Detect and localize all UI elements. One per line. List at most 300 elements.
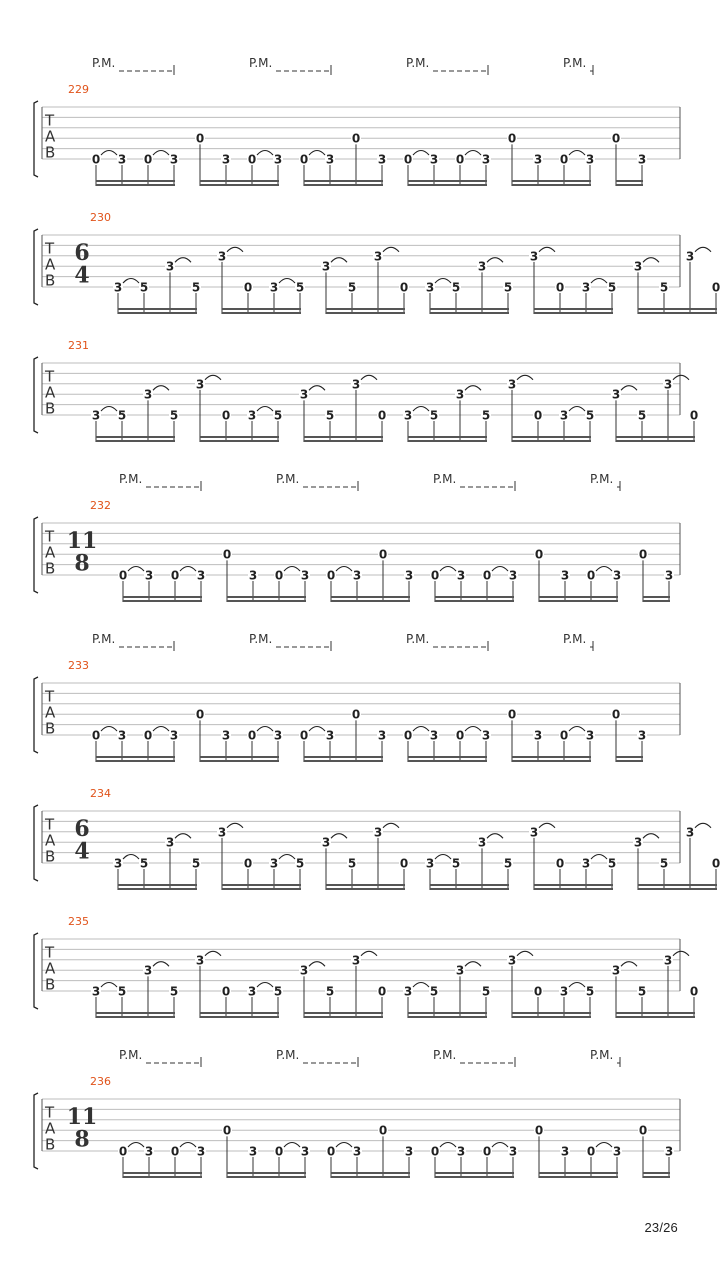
fret-number: 0 [559, 728, 569, 743]
tie-arc [465, 727, 481, 732]
tab-clef-letter: B [45, 399, 56, 418]
fret-number: 3 [321, 835, 331, 850]
tie-arc [596, 1143, 612, 1148]
tab-clef-letter: A [45, 127, 56, 146]
fret-number: 3 [91, 408, 101, 423]
tie-arc [361, 375, 377, 380]
tie-arc [487, 834, 503, 839]
note-beam [227, 1176, 306, 1178]
fret-number: 3 [300, 568, 310, 583]
note-beam [96, 436, 175, 438]
tie-arc [331, 834, 347, 839]
fret-number: 3 [456, 568, 466, 583]
tab-clef-letter: B [45, 143, 56, 162]
tab-clef-letter: A [45, 1119, 56, 1138]
fret-number: 3 [377, 152, 387, 167]
measure-number: 235 [68, 915, 89, 928]
fret-number: 0 [455, 152, 465, 167]
fret-number: 0 [170, 1144, 180, 1159]
note-beam [118, 888, 197, 890]
fret-number: 5 [585, 408, 595, 423]
tie-arc [539, 823, 555, 828]
fret-number: 3 [217, 825, 227, 840]
fret-number: 0 [555, 856, 565, 871]
fret-number: 3 [91, 984, 101, 999]
tab-clef-letter: B [45, 719, 56, 738]
tie-arc [331, 258, 347, 263]
note-beam [326, 308, 405, 310]
tie-arc [101, 983, 117, 988]
fret-number: 3 [663, 953, 673, 968]
system-bracket [34, 517, 38, 593]
fret-number: 3 [248, 1144, 258, 1159]
fret-number: 3 [351, 953, 361, 968]
tie-arc [413, 151, 429, 156]
tie-arc [227, 823, 243, 828]
note-beam [200, 440, 279, 442]
fret-number: 5 [191, 280, 201, 295]
note-beam [643, 1176, 670, 1178]
fret-number: 0 [482, 568, 492, 583]
fret-number: 3 [325, 728, 335, 743]
fret-number: 0 [274, 1144, 284, 1159]
fret-number: 3 [533, 152, 543, 167]
tie-arc [153, 727, 169, 732]
note-beam [534, 888, 613, 890]
tie-arc [569, 407, 585, 412]
fret-number: 0 [195, 707, 205, 722]
fret-number: 3 [373, 249, 383, 264]
palm-mute-label: P.M. [119, 472, 143, 486]
fret-number: 0 [143, 728, 153, 743]
fret-number: 5 [325, 984, 335, 999]
palm-mute-label: P.M. [590, 472, 614, 486]
fret-number: 3 [508, 1144, 518, 1159]
fret-number: 0 [243, 856, 253, 871]
tab-clef-letter: B [45, 559, 56, 578]
note-beam [430, 312, 509, 314]
tie-arc [517, 375, 533, 380]
fret-number: 0 [711, 856, 720, 871]
fret-number: 3 [529, 825, 539, 840]
note-beam [222, 888, 301, 890]
fret-number: 0 [689, 984, 699, 999]
note-beam [616, 756, 643, 758]
measure-number: 233 [68, 659, 89, 672]
tab-clef-letter: A [45, 703, 56, 722]
tab-clef-letter: T [45, 527, 55, 546]
fret-number: 0 [170, 568, 180, 583]
tie-arc [492, 1143, 508, 1148]
note-beam [616, 180, 643, 182]
tab-clef-letter: B [45, 1135, 56, 1154]
tie-arc [123, 279, 139, 284]
fret-number: 5 [481, 408, 491, 423]
note-beam [512, 1012, 591, 1014]
tab-clef-letter: B [45, 847, 56, 866]
note-beam [118, 312, 197, 314]
fret-number: 3 [612, 568, 622, 583]
fret-number: 0 [638, 547, 648, 562]
fret-number: 3 [373, 825, 383, 840]
fret-number: 5 [347, 280, 357, 295]
time-signature-top: 11 [66, 527, 98, 554]
note-beam [539, 1172, 618, 1174]
fret-number: 0 [559, 152, 569, 167]
measure-number: 230 [90, 211, 111, 224]
fret-number: 3 [143, 387, 153, 402]
system-bracket [34, 805, 38, 881]
tie-arc [465, 386, 481, 391]
fret-number: 3 [273, 152, 283, 167]
note-beam [512, 436, 591, 438]
fret-number: 3 [581, 280, 591, 295]
tab-clef-letter: A [45, 831, 56, 850]
note-beam [638, 308, 717, 310]
tie-arc [539, 247, 555, 252]
tab-clef-letter: T [45, 111, 55, 130]
note-beam [118, 308, 197, 310]
fret-number: 3 [477, 835, 487, 850]
time-signature-top: 11 [66, 1103, 98, 1130]
fret-number: 5 [429, 408, 439, 423]
tie-arc [175, 258, 191, 263]
fret-number: 5 [295, 856, 305, 871]
tie-arc [643, 258, 659, 263]
fret-number: 3 [560, 568, 570, 583]
fret-number: 3 [664, 568, 674, 583]
fret-number: 5 [481, 984, 491, 999]
tab-clef-letter: B [45, 975, 56, 994]
palm-mute-label: P.M. [406, 56, 430, 70]
system-bracket [34, 933, 38, 1009]
fret-number: 3 [425, 280, 435, 295]
fret-number: 5 [273, 984, 283, 999]
fret-number: 5 [169, 408, 179, 423]
note-beam [408, 180, 487, 182]
fret-number: 0 [586, 1144, 596, 1159]
fret-number: 3 [403, 984, 413, 999]
tie-arc [175, 834, 191, 839]
fret-number: 3 [404, 1144, 414, 1159]
tie-arc [383, 247, 399, 252]
fret-number: 3 [221, 152, 231, 167]
tie-arc [153, 151, 169, 156]
system-bracket [34, 357, 38, 433]
fret-number: 0 [507, 131, 517, 146]
fret-number: 0 [586, 568, 596, 583]
tie-arc [383, 823, 399, 828]
tab-clef-letter: A [45, 383, 56, 402]
fret-number: 0 [689, 408, 699, 423]
palm-mute-label: P.M. [276, 1048, 300, 1062]
fret-number: 3 [533, 728, 543, 743]
tie-arc [591, 279, 607, 284]
fret-number: 0 [222, 547, 232, 562]
note-beam [408, 1012, 487, 1014]
fret-number: 5 [503, 856, 513, 871]
tie-arc [621, 386, 637, 391]
note-beam [123, 596, 202, 598]
tie-arc [257, 983, 273, 988]
note-beam [616, 760, 643, 762]
fret-number: 0 [221, 408, 231, 423]
fret-number: 0 [403, 728, 413, 743]
note-beam [616, 436, 695, 438]
fret-number: 5 [169, 984, 179, 999]
fret-number: 5 [117, 408, 127, 423]
tie-arc [257, 407, 273, 412]
note-beam [123, 600, 202, 602]
note-beam [539, 600, 618, 602]
fret-number: 0 [430, 568, 440, 583]
note-beam [222, 312, 301, 314]
fret-number: 0 [534, 547, 544, 562]
tie-arc [128, 1143, 144, 1148]
note-beam [96, 440, 175, 442]
tie-arc [695, 247, 711, 252]
fret-number: 3 [217, 249, 227, 264]
tie-arc [361, 951, 377, 956]
fret-number: 3 [144, 1144, 154, 1159]
fret-number: 0 [195, 131, 205, 146]
fret-number: 0 [399, 856, 409, 871]
fret-number: 3 [685, 825, 695, 840]
tie-arc [227, 247, 243, 252]
fret-number: 3 [455, 387, 465, 402]
fret-number: 5 [139, 280, 149, 295]
tie-arc [123, 855, 139, 860]
fret-number: 5 [429, 984, 439, 999]
tab-clef-letter: T [45, 1103, 55, 1122]
measure-number: 229 [68, 83, 89, 96]
note-beam [200, 760, 279, 762]
note-beam [534, 312, 613, 314]
fret-number: 5 [191, 856, 201, 871]
note-beam [304, 756, 383, 758]
time-signature-top: 6 [74, 815, 90, 842]
fret-number: 3 [300, 1144, 310, 1159]
note-beam [408, 760, 487, 762]
fret-number: 0 [555, 280, 565, 295]
note-beam [331, 600, 410, 602]
fret-number: 3 [143, 963, 153, 978]
tab-clef-letter: A [45, 255, 56, 274]
fret-number: 0 [377, 408, 387, 423]
fret-number: 3 [663, 377, 673, 392]
note-beam [616, 1012, 695, 1014]
fret-number: 3 [221, 728, 231, 743]
tie-arc [569, 727, 585, 732]
palm-mute-label: P.M. [249, 56, 273, 70]
note-beam [200, 180, 279, 182]
fret-number: 3 [299, 963, 309, 978]
fret-number: 0 [118, 568, 128, 583]
note-beam [304, 1012, 383, 1014]
fret-number: 5 [607, 856, 617, 871]
fret-number: 0 [507, 707, 517, 722]
note-beam [512, 180, 591, 182]
note-beam [304, 436, 383, 438]
tie-arc [569, 151, 585, 156]
note-beam [512, 760, 591, 762]
fret-number: 0 [377, 984, 387, 999]
fret-number: 0 [430, 1144, 440, 1159]
palm-mute-label: P.M. [119, 1048, 143, 1062]
fret-number: 3 [404, 568, 414, 583]
note-beam [96, 756, 175, 758]
fret-number: 3 [508, 568, 518, 583]
note-beam [408, 756, 487, 758]
note-beam [96, 1016, 175, 1018]
fret-number: 5 [273, 408, 283, 423]
tie-arc [413, 407, 429, 412]
tie-arc [492, 567, 508, 572]
fret-number: 3 [585, 152, 595, 167]
tie-arc [205, 375, 221, 380]
note-beam [200, 1012, 279, 1014]
fret-number: 0 [399, 280, 409, 295]
fret-number: 0 [534, 1123, 544, 1138]
note-beam [118, 884, 197, 886]
fret-number: 0 [638, 1123, 648, 1138]
tab-clef-letter: T [45, 367, 55, 386]
fret-number: 3 [559, 408, 569, 423]
tie-arc [621, 962, 637, 967]
note-beam [304, 760, 383, 762]
tie-arc [487, 258, 503, 263]
note-beam [408, 440, 487, 442]
palm-mute-label: P.M. [92, 56, 116, 70]
note-beam [539, 596, 618, 598]
fret-number: 5 [607, 280, 617, 295]
fret-number: 0 [274, 568, 284, 583]
tie-arc [101, 407, 117, 412]
note-beam [430, 308, 509, 310]
tab-clef-letter: T [45, 815, 55, 834]
fret-number: 3 [529, 249, 539, 264]
note-beam [643, 1172, 670, 1174]
fret-number: 3 [165, 259, 175, 274]
tie-arc [440, 1143, 456, 1148]
tie-arc [101, 727, 117, 732]
fret-number: 5 [659, 280, 669, 295]
tab-clef-letter: A [45, 543, 56, 562]
system-bracket [34, 677, 38, 753]
fret-number: 3 [481, 152, 491, 167]
palm-mute-label: P.M. [590, 1048, 614, 1062]
note-beam [643, 596, 670, 598]
fret-number: 0 [118, 1144, 128, 1159]
note-beam [123, 1172, 202, 1174]
fret-number: 0 [91, 728, 101, 743]
tie-arc [279, 855, 295, 860]
fret-number: 5 [637, 408, 647, 423]
note-beam [512, 440, 591, 442]
tab-clef-letter: T [45, 687, 55, 706]
time-signature-bottom: 4 [74, 262, 90, 289]
palm-mute-label: P.M. [406, 632, 430, 646]
system-bracket [34, 229, 38, 305]
fret-number: 0 [711, 280, 720, 295]
tie-arc [591, 855, 607, 860]
note-beam [616, 1016, 695, 1018]
note-beam [616, 184, 643, 186]
fret-number: 3 [507, 953, 517, 968]
note-beam [304, 440, 383, 442]
note-beam [638, 884, 717, 886]
fret-number: 3 [117, 152, 127, 167]
fret-number: 0 [143, 152, 153, 167]
fret-number: 3 [456, 1144, 466, 1159]
fret-number: 0 [326, 1144, 336, 1159]
fret-number: 0 [247, 728, 257, 743]
fret-number: 5 [347, 856, 357, 871]
tie-arc [465, 962, 481, 967]
note-beam [227, 1172, 306, 1174]
fret-number: 0 [611, 707, 621, 722]
note-beam [96, 760, 175, 762]
fret-number: 3 [299, 387, 309, 402]
note-beam [616, 440, 695, 442]
fret-number: 0 [533, 984, 543, 999]
tie-arc [309, 962, 325, 967]
note-beam [435, 1172, 514, 1174]
note-beam [304, 1016, 383, 1018]
fret-number: 3 [351, 377, 361, 392]
fret-number: 5 [451, 280, 461, 295]
fret-number: 3 [352, 1144, 362, 1159]
fret-number: 0 [378, 1123, 388, 1138]
fret-number: 3 [633, 835, 643, 850]
note-beam [539, 1176, 618, 1178]
fret-number: 0 [222, 1123, 232, 1138]
fret-number: 3 [113, 280, 123, 295]
tab-clef-letter: T [45, 239, 55, 258]
note-beam [96, 184, 175, 186]
fret-number: 3 [325, 152, 335, 167]
fret-number: 5 [117, 984, 127, 999]
note-beam [96, 1012, 175, 1014]
tie-arc [336, 567, 352, 572]
palm-mute-label: P.M. [92, 632, 116, 646]
fret-number: 0 [299, 728, 309, 743]
fret-number: 3 [585, 728, 595, 743]
tab-clef-letter: A [45, 959, 56, 978]
fret-number: 0 [326, 568, 336, 583]
fret-number: 3 [248, 568, 258, 583]
fret-number: 3 [352, 568, 362, 583]
tie-arc [596, 567, 612, 572]
time-signature-bottom: 8 [74, 1126, 90, 1153]
fret-number: 3 [612, 1144, 622, 1159]
fret-number: 3 [633, 259, 643, 274]
tie-arc [643, 834, 659, 839]
tie-arc [465, 151, 481, 156]
fret-number: 3 [429, 728, 439, 743]
tie-arc [180, 1143, 196, 1148]
note-beam [331, 1176, 410, 1178]
tie-arc [413, 727, 429, 732]
fret-number: 3 [481, 728, 491, 743]
note-beam [123, 1176, 202, 1178]
note-beam [227, 596, 306, 598]
fret-number: 5 [451, 856, 461, 871]
tie-arc [673, 951, 689, 956]
fret-number: 3 [195, 377, 205, 392]
fret-number: 3 [455, 963, 465, 978]
fret-number: 0 [351, 707, 361, 722]
